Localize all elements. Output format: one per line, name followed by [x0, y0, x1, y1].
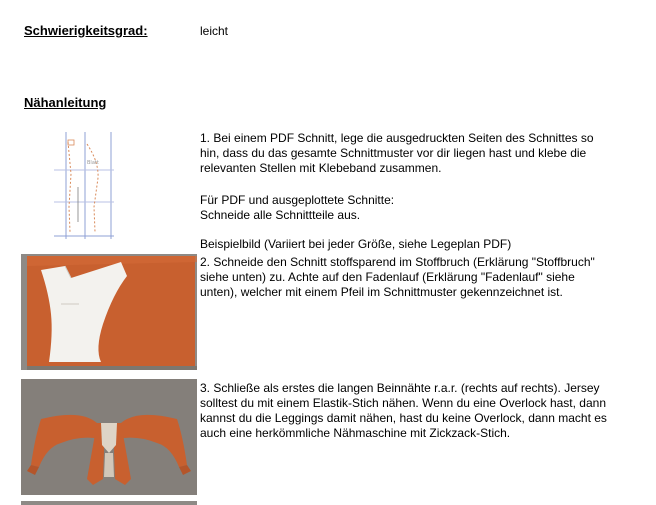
difficulty-value: leicht — [200, 24, 229, 38]
pattern-sheet-image — [54, 132, 114, 239]
step-1-text: 1. Bei einem PDF Schnitt, lege die ausgedruckten Seiten des Schnittes so hin, dass du das gesamte Schnittmuster vor dir liegen hast und klebe die relevanten Stellen mit Klebeband zusammen. — [200, 131, 597, 175]
step-1-example-note: Beispielbild (Variiert bei jeder Größe, siehe Legeplan PDF) — [200, 237, 512, 251]
step-3-text: 3. Schließe als erstes die langen Beinnähte r.a.r. (rechts auf rechts). Jersey solltest du mit einem Elastik-Stich nähen. Wenn du eine Overlock hast, dann kannst du die Leggings damit nähen, hast du keine Overlock, dann macht es auch eine herkömmliche Nähmaschine mit Zickzack-Stich. — [200, 381, 611, 440]
sewing-instructions-heading: Nähanleitung — [24, 95, 107, 110]
fabric-cut-image — [21, 254, 197, 370]
next-image-edge — [21, 501, 197, 505]
step-1-pdf-action: Schneide alle Schnittteile aus. — [200, 208, 361, 222]
pattern-sheet-label: Blatt — [87, 160, 99, 166]
step-1-pdf-intro: Für PDF und ausgeplottete Schnitte: — [200, 193, 395, 207]
leggings-sewn-image — [21, 379, 197, 495]
difficulty-label: Schwierigkeitsgrad: — [24, 23, 148, 38]
step-2-text: 2. Schneide den Schnitt stoffsparend im Stoffbruch (Erklärung "Stoffbruch" siehe unten) zu. Achte auf den Fadenlauf (Erklärung "Fadenlauf" siehe unten), welcher mit einem Pfeil im Schnittmuster gekennzeichnet ist. — [200, 255, 599, 299]
